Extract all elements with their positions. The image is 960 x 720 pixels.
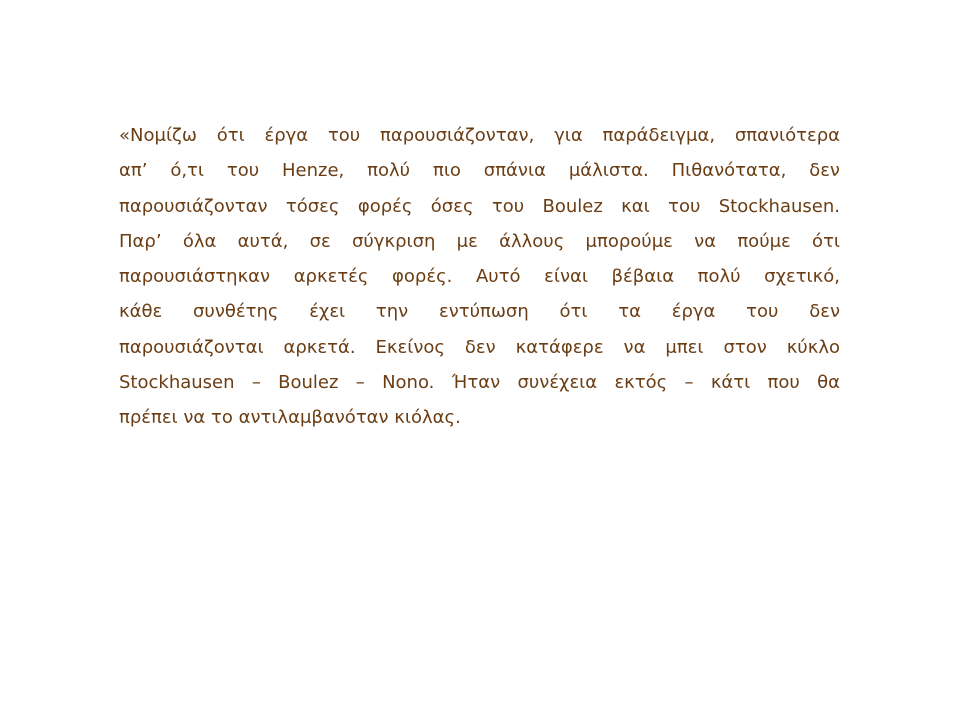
quote-line: Παρ’ όλα αυτά, σε σύγκριση με άλλους μπορούμε να πούμε ότι bbox=[119, 230, 840, 252]
quote-line: παρουσιάζονται αρκετά. Εκείνος δεν κατάφερε να μπει στον κύκλο bbox=[119, 336, 840, 358]
quote-paragraph bbox=[119, 118, 840, 436]
quote-line: Stockhausen – Boulez – Nono. Ήταν συνέχεια εκτός – κάτι που θα bbox=[119, 372, 840, 394]
quote-line: παρουσιάζονταν τόσες φορές όσες του Boulez και του Stockhausen. bbox=[119, 195, 840, 217]
quote-line: «Νομίζω ότι έργα του παρουσιάζονταν, για παράδειγμα, σπανιότερα bbox=[119, 125, 840, 146]
quote-line: κάθε συνθέτης έχει την εντύπωση ότι τα έργα του δεν bbox=[119, 301, 840, 323]
quote-line: απ’ ό,τι του Henze, πολύ πιο σπάνια μάλιστα. Πιθανότατα, δεν bbox=[119, 160, 840, 182]
quote-line-last: πρέπει να το αντιλαμβανόταν κιόλας. bbox=[119, 407, 461, 429]
quote-line: παρουσιάστηκαν αρκετές φορές. Αυτό είναι βέβαια πολύ σχετικό, bbox=[119, 266, 840, 288]
